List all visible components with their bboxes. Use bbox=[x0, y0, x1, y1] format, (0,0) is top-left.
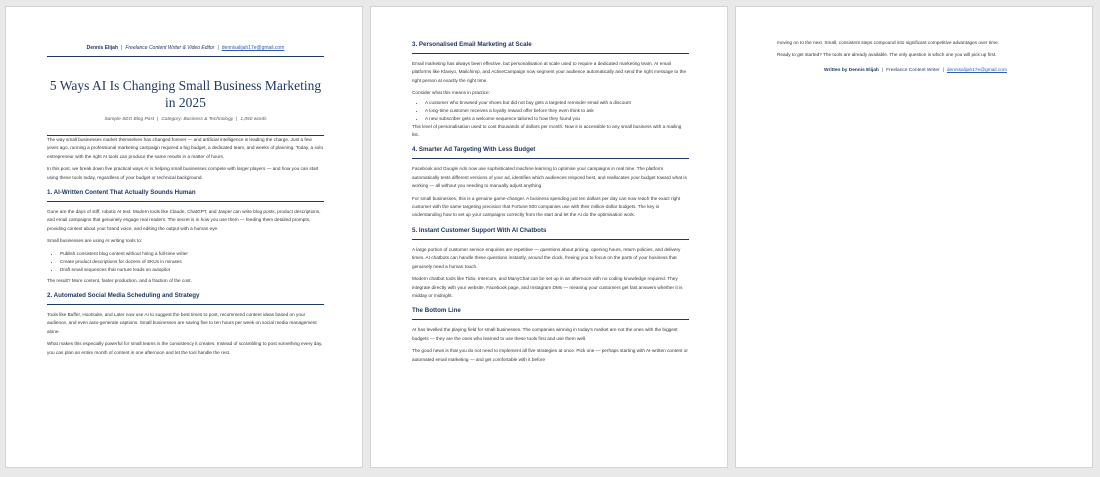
section-2-divider bbox=[47, 304, 324, 305]
document-page-3 bbox=[735, 6, 1093, 468]
section-5-divider bbox=[412, 239, 689, 240]
section-3-paragraph-3: This level of personalisation used to cost thousands of dollars per month. Now it is accessible to any small business with a mailing list. bbox=[412, 123, 682, 138]
section-3-bullet-list bbox=[412, 99, 689, 123]
section-1-bullet-list bbox=[47, 250, 324, 274]
page-header: Dennis Elijah | Freelance Content Writer & Video Editor | dennisalijah17e@gmail.com bbox=[86, 45, 285, 51]
section-3-heading: 3. Personalised Email Marketing at Scale bbox=[412, 41, 532, 48]
page-footer-signature: Written by Dennis Elijah | Freelance Content Writer | dennisalijah17e@gmail.com bbox=[824, 67, 1007, 73]
section-3-paragraph-2: Consider what this means in practice: bbox=[412, 90, 490, 96]
bottom-line-heading: The Bottom Line bbox=[412, 307, 461, 315]
footer-role: Freelance Content Writer bbox=[886, 67, 940, 73]
article-title: 5 Ways AI Is Changing Small Business Marketing in 2025 bbox=[49, 78, 322, 110]
section-5-heading: 5. Instant Customer Support With AI Chatbots bbox=[412, 226, 547, 234]
section-1-divider bbox=[47, 201, 324, 202]
section-1-paragraph-3: The result? More content, faster production, and a fraction of the cost. bbox=[47, 277, 192, 283]
section-5-paragraph-2: Modern chatbot tools like Tidio, Intercom, and ManyChat can be set up in an afternoon with no coding knowledge required. They integrate directly with your website, Facebook page, and Instagram DMs — meaning your customers get fast answers whether it is midday or midnight. bbox=[412, 276, 683, 298]
section-1-paragraph-2: Small businesses are using AI writing tools to: bbox=[47, 238, 143, 244]
header-role: Freelance Content Writer & Video Editor bbox=[125, 45, 215, 51]
bottom-line-paragraph-2: The good news is that you do not need to implement all five strategies at once. Pick one — perhaps starting with AI-written content or automated email marketing — and get comfortable with it before bbox=[412, 348, 688, 362]
bottom-line-paragraph-2-continued: moving on to the next. Small, consistent steps compound into significant competitive advantages over time. bbox=[777, 40, 999, 45]
section-4-paragraph-2: For small businesses, this is a genuine game-changer. A business spending just ten dollars per day can now reach the exact right customer with the same targeting precision that Fortune 500 companies use with their million-dollar budgets. The key is understanding how to set up your campaigns correctly from the start and let the AI do the optimisation work. bbox=[412, 195, 681, 218]
section-1-heading: 1. AI-Written Content That Actually Sounds Human bbox=[47, 189, 196, 197]
section-4-heading: 4. Smarter Ad Targeting With Less Budget bbox=[412, 146, 536, 154]
footer-written-by: Written by Dennis Elijah bbox=[824, 67, 879, 73]
section-4-divider bbox=[412, 158, 689, 159]
section-3-paragraph-1: Email marketing has always been effective, but personalisation at scale used to require a dedicated marketing team. AI email platforms like Klaviyo, Mailchimp, and ActiveCampaign now segment your audience automatically and send the right message to the right person at exactly the right time. bbox=[412, 61, 687, 83]
bottom-line-divider bbox=[412, 319, 689, 320]
bottom-line-paragraph-1: AI has levelled the playing field for small businesses. The companies winning in today's market are not the ones with the biggest budgets — they are the ones who learned to use these tools first and use them well. bbox=[412, 327, 678, 341]
list-item: • A new subscriber gets a welcome sequence tailored to how they found you bbox=[425, 115, 689, 123]
meta-category: Category: Business & Technology bbox=[161, 117, 234, 122]
footer-email-link[interactable]: dennisalijah17e@gmail.com bbox=[946, 67, 1007, 73]
section-2-heading: 2. Automated Social Media Scheduling and Strategy bbox=[47, 292, 200, 300]
section-5-paragraph-1: A large portion of customer service enquiries are repetitive — questions about pricing, opening hours, return policies, and delivery times. AI chatbots can handle these questions instantly, around the clock, freeing you to focus on the parts of your business that genuinely need a human touch. bbox=[412, 246, 681, 269]
list-item: • Draft email sequences that nurture leads on autopilot bbox=[60, 266, 324, 274]
intro-paragraph-1: The way small businesses market themselves has changed forever — and artificial intelligence is leading the charge. Just a few years ago, running a professional marketing campaign required a big budget, a dedicated team, and weeks of planning. Today, a solo entrepreneur with the right AI tools can produce the same results in a matter of hours. bbox=[47, 137, 324, 159]
section-2-paragraph-1: Tools like Buffer, Hootsuite, and Later now use AI to suggest the best times to post, recommend content ideas based on your audience, and even auto-generate captions. Small businesses are saving five to ten hours per week on social media management alone. bbox=[47, 312, 317, 334]
list-item: • A long-time customer receives a loyalty reward offer before they even think to ask bbox=[425, 107, 689, 115]
document-page-2 bbox=[370, 6, 728, 468]
meta-words: 1,050 words bbox=[240, 117, 267, 122]
intro-paragraph-2: In this post, we break down five practical ways AI is helping small businesses compete with larger players — and how you can start using these tools today, regardless of your budget or technical background. bbox=[47, 166, 319, 180]
header-divider bbox=[47, 56, 324, 57]
meta-type: Sample SEO Blog Post bbox=[104, 117, 155, 122]
list-item: • Create product descriptions for dozens of SKUs in minutes bbox=[60, 258, 324, 266]
list-item: • A customer who browsed your shoes but did not buy gets a targeted reminder email with a discount bbox=[425, 99, 689, 107]
header-author: Dennis Elijah bbox=[86, 45, 119, 51]
document-page-1 bbox=[5, 6, 363, 468]
section-4-paragraph-1: Facebook and Google Ads now use sophisticated machine learning to optimise your campaigns in real time. The platform automatically tests different versions of your ad, identifies which audiences respond best, and reallocates your budget toward what is working — all without you needing to manually adjust anything. bbox=[412, 166, 687, 189]
section-2-paragraph-2: What makes this especially powerful for small teams is the consistency it creates. Instead of scrambling to post something every day, you can plan an entire month of content in one afternoon and let the tool handle the rest. bbox=[47, 341, 323, 355]
section-3-divider bbox=[412, 53, 689, 54]
list-item: • Publish consistent blog content without hiring a full-time writer bbox=[60, 250, 324, 258]
article-meta: Sample SEO Blog Post | Category: Business & Technology | 1,050 words bbox=[104, 117, 267, 122]
header-email-link[interactable]: dennisalijah17e@gmail.com bbox=[221, 45, 285, 51]
bottom-line-paragraph-3: Ready to get started? The tools are already available. The only question is which one you will pick up first. bbox=[777, 52, 997, 58]
section-1-paragraph-1: Gone are the days of stiff, robotic AI text. Modern tools like Claude, ChatGPT, and Jasper can write blog posts, product descriptions, and email campaigns that genuinely engage real readers. The secret is in how you use them — feeding them detailed prompts, providing context about your brand voice, and editing the output with a human eye. bbox=[47, 209, 321, 231]
